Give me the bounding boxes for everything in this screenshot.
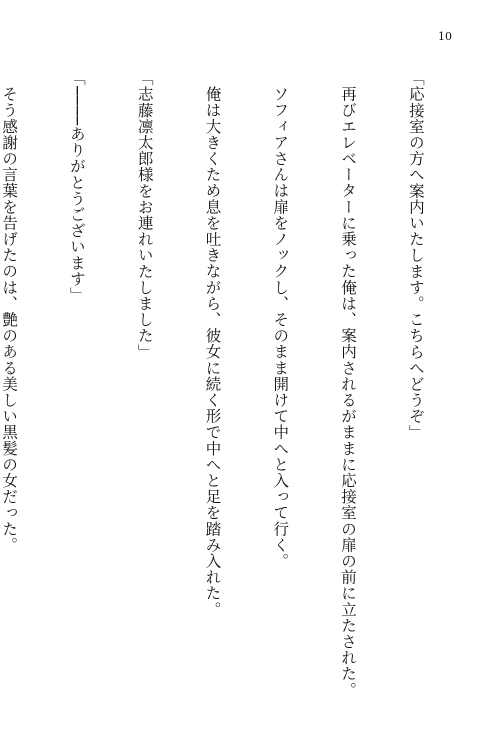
paragraph: 「応接室の方へ案内いたします。こちらへどうぞ」 — [406, 70, 425, 441]
paragraph: 俺は大きくため息を吐きながら、彼女に続く形で中へと足を踏み入れた。 — [203, 85, 222, 617]
paragraph: そう感謝の言葉を告げたのは、艶のある美しい黒髪の女だった。 — [0, 85, 19, 553]
paragraph: 再びエレベーターに乗った俺は、案内されるがままに応接室の扉の前に立たされた。 — [339, 85, 358, 698]
paragraph: 「志藤凛太郎様をお連れいたしました」 — [135, 70, 154, 360]
body-text — [0, 70, 472, 698]
paragraph: 「────ありがとうございます」 — [67, 70, 86, 303]
page-number: 10 — [438, 30, 452, 43]
paragraph: ソフィアさんは扉をノックし、そのまま開けて中へと入って行く。 — [271, 85, 290, 569]
